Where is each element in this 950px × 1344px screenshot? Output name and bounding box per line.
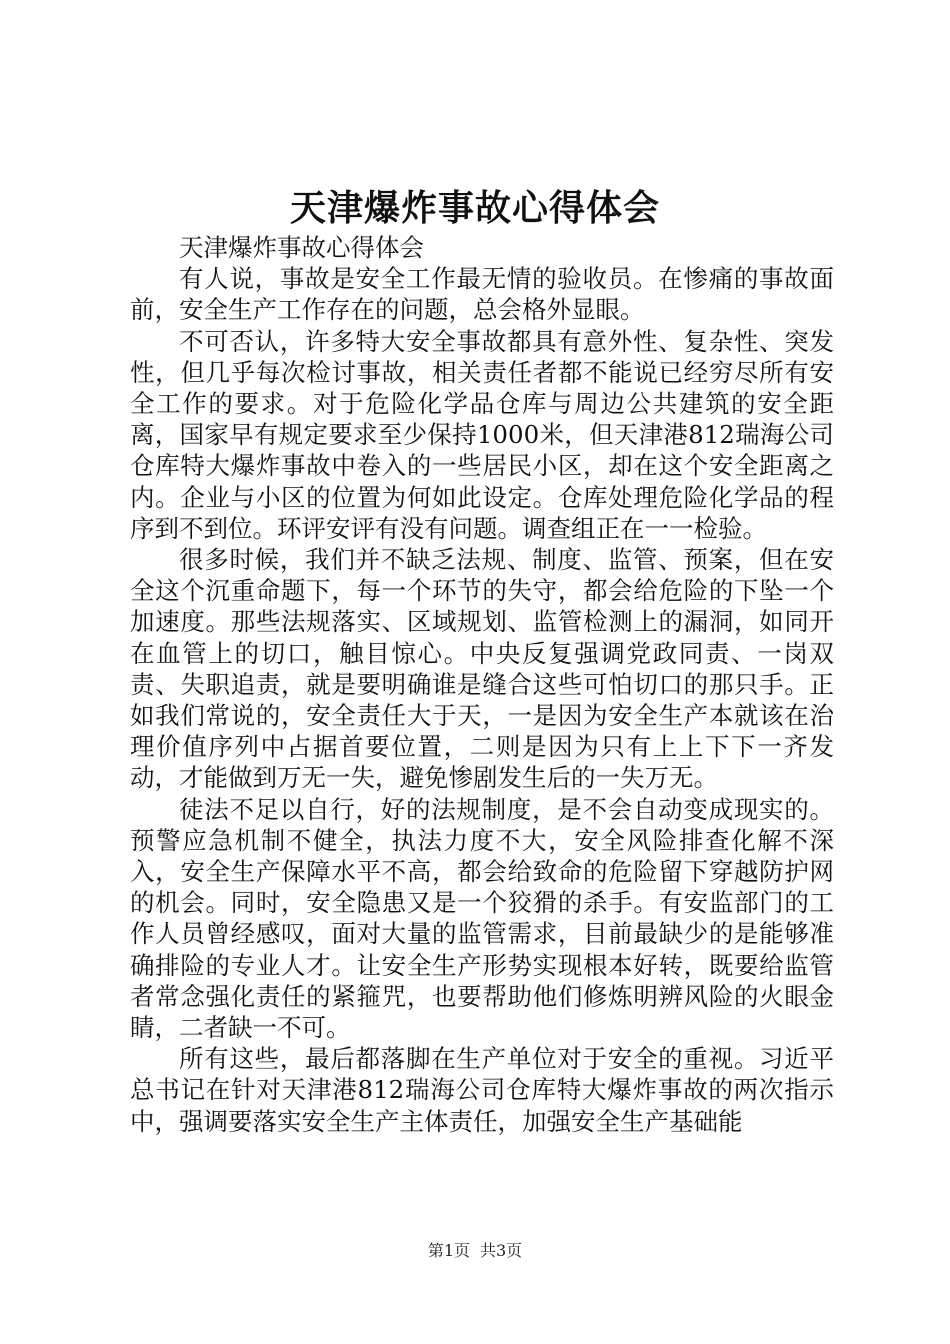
document-body xyxy=(130,232,834,1137)
paragraph: 天津爆炸事故心得体会 xyxy=(179,233,424,262)
page-total: 共3页 xyxy=(480,1241,523,1260)
paragraph: 很多时候，我们并不缺乏法规、制度、监管、预案，但在安全这个沉重命题下，每一个环节的失守，都会给危险的下坠一个加速度。那些法规落实、区域规划、监管检测上的漏洞，如同开在血管上的切口，触目惊心。中央反复强调党政同责、一岗双责、失职追责，就是要明确谁是缝合这些可怕切口的那只手。正如我们常说的，安全责任大于天，一是因为安全生产本就该在治理价值序列中占据首要位置，二则是因为只有上上下下一齐发动，才能做到万无一失，避免惨剧发生后的一失万无。 xyxy=(130,545,834,793)
paragraph: 有人说，事故是安全工作最无情的验收员。在惨痛的事故面前，安全生产工作存在的问题，总会格外显眼。 xyxy=(130,264,834,325)
paragraph: 不可否认，许多特大安全事故都具有意外性、复杂性、突发性，但几乎每次检讨事故，相关责任者都不能说已经穷尽所有安全工作的要求。对于危险化学品仓库与周边公共建筑的安全距离，国家早有规定要求至少保持1000米，但天津港812瑞海公司仓库特大爆炸事故中卷入的一些居民小区，却在这个安全距离之内。企业与小区的位置为何如此设定。仓库处理危险化学品的程序到不到位。环评安评有没有问题。调查组正在一一检验。 xyxy=(130,326,834,543)
page-number: 第1页 xyxy=(427,1241,470,1260)
document-title: 天津爆炸事故心得体会 xyxy=(289,187,660,229)
page-footer xyxy=(0,1240,950,1262)
paragraph: 徒法不足以自行，好的法规制度，是不会自动变成现实的。预警应急机制不健全，执法力度不大，安全风险排查化解不深入，安全生产保障水平不高，都会给致命的危险留下穿越防护网的机会。同时，安全隐患又是一个狡猾的杀手。有安监部门的工作人员曾经感叹，面对大量的监管需求，目前最缺少的是能够准确排险的专业人才。让安全生产形势实现根本好转，既要给监管者常念强化责任的紧箍咒，也要帮助他们修炼明辨风险的火眼金睛，二者缺一不可。 xyxy=(130,794,834,1043)
paragraph: 所有这些，最后都落脚在生产单位对于安全的重视。习近平总书记在针对天津港812瑞海公司仓库特大爆炸事故的两次指示中，强调要落实安全生产主体责任，加强安全生产基础能 xyxy=(130,1044,834,1136)
